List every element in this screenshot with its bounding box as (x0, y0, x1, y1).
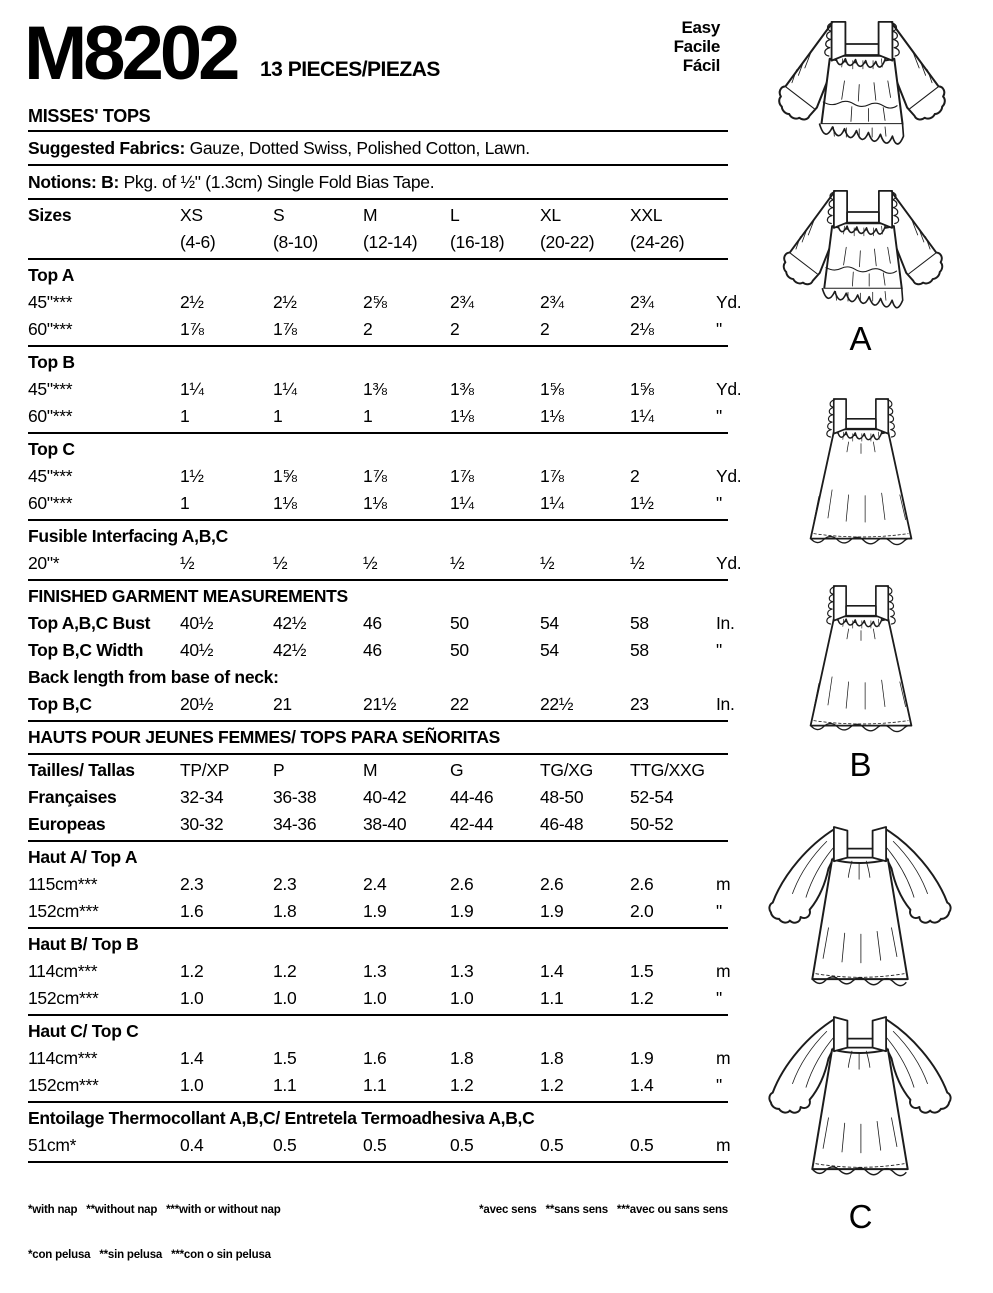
cell-value: 36-38 (273, 787, 317, 807)
difficulty-es: Fácil (682, 56, 720, 75)
row-label: 60"*** (28, 319, 73, 339)
section-title-row (28, 1105, 728, 1132)
view-b-front-illustration (766, 385, 956, 565)
cell-value: 1⅞ (540, 466, 564, 486)
pattern-number: M8202 (24, 11, 237, 96)
unit-label: Yd. (716, 466, 742, 486)
cell-value: 1.0 (180, 988, 204, 1008)
cell-value: 1.5 (630, 961, 654, 981)
cell-value: ½ (630, 553, 645, 573)
cell-value: 2.3 (273, 874, 297, 894)
cell-value: 23 (630, 694, 649, 714)
cell-value: 2.6 (540, 874, 564, 894)
cell-value: (20-22) (540, 232, 595, 252)
cell-value: 1 (363, 406, 373, 426)
row-label: 152cm*** (28, 901, 99, 921)
row-label: 114cm*** (28, 1048, 98, 1068)
row-label: 60"*** (28, 493, 73, 513)
footnote-line-1 (28, 1203, 728, 1218)
cell-value: 1⅛ (540, 406, 564, 426)
table-row (28, 376, 742, 403)
table-group (28, 581, 735, 722)
cell-value: 42½ (273, 640, 307, 660)
section-title-row (28, 523, 728, 550)
row-label: Top A,B,C Bust (28, 613, 151, 633)
row-subheading: Back length from base of neck: (28, 667, 279, 687)
table-row (28, 610, 735, 637)
table-group (28, 842, 731, 929)
table-row (28, 898, 728, 925)
cell-value: XXL (630, 205, 663, 225)
content-column (24, 0, 742, 1293)
cell-value: M (363, 760, 378, 780)
cell-value: 2.0 (630, 901, 654, 921)
table-row (28, 550, 742, 577)
cell-value: 50 (450, 613, 469, 633)
illustration-column (728, 0, 993, 1243)
table-row (28, 202, 728, 229)
cell-value: 1 (273, 406, 283, 426)
unit-label: In. (716, 694, 735, 714)
cell-value: 1.4 (630, 1075, 654, 1095)
table-row (28, 1072, 728, 1099)
cell-value: 20½ (180, 694, 214, 714)
cell-value: 1⅞ (273, 319, 297, 339)
unit-label: " (716, 901, 722, 921)
table-row (28, 784, 728, 811)
cell-value: (24-26) (630, 232, 685, 252)
cell-value: ½ (540, 553, 555, 573)
cell-value: 1.2 (450, 1075, 474, 1095)
table-row (28, 985, 728, 1012)
footnote-nap-en: *with nap **without nap ***with or without nap (28, 1204, 281, 1216)
view-a-back-illustration (760, 182, 966, 332)
table-row (28, 637, 728, 664)
view-c-back-line-art (748, 1008, 972, 1188)
table-group (28, 929, 731, 1016)
table-group (28, 347, 742, 434)
section-title-row (28, 436, 728, 463)
unit-label: In. (716, 613, 735, 633)
table-row (28, 958, 731, 985)
cell-value: 0.5 (630, 1135, 654, 1155)
cell-value: 1.8 (450, 1048, 474, 1068)
row-label: Tailles/ Tallas (28, 760, 135, 780)
view-a-back-line-art (760, 182, 966, 332)
cell-value: 1.2 (630, 988, 654, 1008)
table-row (28, 1045, 731, 1072)
section-title-row (28, 262, 728, 289)
cell-value: M (363, 205, 378, 225)
row-label: Françaises (28, 787, 117, 807)
section-title: Top A (28, 265, 75, 285)
unit-label: m (716, 874, 731, 894)
cell-value: 54 (540, 640, 559, 660)
cell-value: 1⅛ (363, 493, 387, 513)
section-title: Top B (28, 352, 75, 372)
cell-value: 1.2 (180, 961, 204, 981)
cell-value: 58 (630, 613, 649, 633)
view-c-back-illustration (748, 1008, 972, 1188)
cell-value: 2½ (273, 292, 297, 312)
cell-value: 32-34 (180, 787, 224, 807)
cell-value: 2 (450, 319, 460, 339)
cell-value: 46 (363, 640, 382, 660)
unit-label: Yd. (716, 379, 742, 399)
view-a-label: A (849, 320, 872, 357)
yardage-table (28, 200, 742, 1163)
footnotes (28, 1173, 728, 1293)
row-label: 20"* (28, 553, 60, 573)
cell-value: 1⅝ (540, 379, 564, 399)
section-title: FINISHED GARMENT MEASUREMENTS (28, 586, 348, 606)
suggested-fabrics-row (28, 132, 728, 166)
cell-value: 1.9 (363, 901, 387, 921)
cell-value: 42-44 (450, 814, 494, 834)
cell-value: 1.0 (273, 988, 297, 1008)
section-title-row (28, 724, 728, 751)
unit-label: " (716, 1075, 722, 1095)
cell-value: 21½ (363, 694, 397, 714)
cell-value: 1.4 (540, 961, 564, 981)
cell-value: 0.5 (450, 1135, 474, 1155)
cell-value: 1⅛ (273, 493, 297, 513)
cell-value: 1.2 (273, 961, 297, 981)
view-c-label: C (848, 1198, 873, 1235)
view-a-front-illustration (756, 12, 968, 170)
row-label: 45"*** (28, 292, 73, 312)
table-row (28, 871, 731, 898)
section-title: Top C (28, 439, 75, 459)
cell-value: ½ (273, 553, 288, 573)
cell-value: L (450, 205, 460, 225)
cell-value: 1.8 (540, 1048, 564, 1068)
cell-value: 1.0 (363, 988, 387, 1008)
cell-value: 50 (450, 640, 469, 660)
pieces-count: 13 PIECES/PIEZAS (260, 58, 440, 81)
cell-value: 1.0 (450, 988, 474, 1008)
cell-value: 1¼ (450, 493, 474, 513)
unit-label: Yd. (716, 553, 742, 573)
cell-value: 1.1 (540, 988, 564, 1008)
cell-value: 1⅞ (180, 319, 204, 339)
table-row (28, 1132, 731, 1159)
cell-value: 1⅝ (273, 466, 297, 486)
cell-value: 2⅝ (363, 292, 387, 312)
row-label: 152cm*** (28, 988, 99, 1008)
cell-value: 0.4 (180, 1135, 204, 1155)
difficulty-en: Easy (681, 18, 720, 37)
cell-value: 48-50 (540, 787, 584, 807)
table-group (28, 755, 728, 842)
table-row (28, 757, 728, 784)
cell-value: 1⅞ (363, 466, 387, 486)
unit-label: m (716, 1135, 731, 1155)
table-row (28, 691, 735, 718)
table-row (28, 811, 728, 838)
difficulty-fr: Facile (673, 37, 720, 56)
row-label: 115cm*** (28, 874, 98, 894)
footnote-line-2 (28, 1248, 728, 1263)
section-title: Haut C/ Top C (28, 1021, 139, 1041)
row-label: 152cm*** (28, 1075, 99, 1095)
cell-value: 30-32 (180, 814, 224, 834)
view-b-back-illustration (766, 578, 956, 746)
cell-value: 1⅜ (450, 379, 474, 399)
section-title: Fusible Interfacing A,B,C (28, 526, 228, 546)
cell-value: 2 (540, 319, 550, 339)
row-label: 45"*** (28, 379, 73, 399)
section-title-row (28, 583, 728, 610)
cell-value: 1½ (630, 493, 654, 513)
table-row (28, 229, 728, 256)
table-group (28, 722, 728, 755)
cell-value: 2½ (180, 292, 204, 312)
section-title-row (28, 931, 728, 958)
cell-value: 50-52 (630, 814, 674, 834)
cell-value: 44-46 (450, 787, 494, 807)
cell-value: 54 (540, 613, 559, 633)
cell-value: 2.3 (180, 874, 204, 894)
cell-value: TG/XG (540, 760, 593, 780)
cell-value: 2.6 (630, 874, 654, 894)
row-label: 60"*** (28, 406, 73, 426)
cell-value: 2¾ (450, 292, 474, 312)
table-row (28, 490, 728, 517)
cell-value: 1.8 (273, 901, 297, 921)
view-b-front-line-art (766, 385, 956, 565)
cell-value: 46-48 (540, 814, 584, 834)
section-title-row (28, 349, 728, 376)
cell-value: 40½ (180, 640, 214, 660)
cell-value: 58 (630, 640, 649, 660)
cell-value: TTG/XXG (630, 760, 705, 780)
cell-value: 1 (180, 493, 190, 513)
cell-value: 1.9 (450, 901, 474, 921)
cell-value: 1⅛ (450, 406, 474, 426)
difficulty-rating (674, 18, 720, 75)
garment-category: MISSES' TOPS (28, 104, 728, 132)
cell-value: 1.0 (180, 1075, 204, 1095)
table-group (28, 434, 742, 521)
cell-value: 40½ (180, 613, 214, 633)
view-c-front-illustration (748, 818, 972, 998)
cell-value: 38-40 (363, 814, 407, 834)
table-group (28, 1103, 731, 1163)
cell-value: (16-18) (450, 232, 505, 252)
cell-value: P (273, 760, 285, 780)
unit-label: " (716, 319, 722, 339)
cell-value: 21 (273, 694, 292, 714)
cell-value: 40-42 (363, 787, 407, 807)
cell-value: ½ (363, 553, 378, 573)
cell-value: 0.5 (363, 1135, 387, 1155)
cell-value: ½ (450, 553, 465, 573)
unit-label: " (716, 640, 722, 660)
notions-row (28, 166, 728, 200)
view-b-back-line-art (766, 578, 956, 746)
cell-value: 1¼ (540, 493, 564, 513)
notions-label: Notions: B: (28, 172, 119, 192)
unit-label: " (716, 406, 722, 426)
view-c-front-line-art (748, 818, 972, 998)
cell-value: 1⅝ (630, 379, 654, 399)
cell-value: XS (180, 205, 203, 225)
table-group (28, 200, 728, 260)
table-row (28, 403, 728, 430)
table-group (28, 260, 742, 347)
cell-value: 1 (180, 406, 190, 426)
section-title: Haut B/ Top B (28, 934, 139, 954)
cell-value: 1⅞ (450, 466, 474, 486)
row-label: 45"*** (28, 466, 73, 486)
table-row (28, 316, 728, 343)
section-title-row (28, 1018, 728, 1045)
footnote-nap-es: *con pelusa **sin pelusa ***con o sin pelusa (28, 1249, 271, 1261)
suggested-fabrics-text: Gauze, Dotted Swiss, Polished Cotton, Lawn. (189, 138, 530, 158)
cell-value: (12-14) (363, 232, 418, 252)
cell-value: 34-36 (273, 814, 317, 834)
cell-value: ½ (180, 553, 195, 573)
section-title: Entoilage Thermocollant A,B,C/ Entretela Termoadhesiva A,B,C (28, 1108, 535, 1128)
cell-value: 0.5 (273, 1135, 297, 1155)
cell-value: 1¼ (180, 379, 204, 399)
notions-text: Pkg. of ½" (1.3cm) Single Fold Bias Tape. (123, 172, 435, 192)
unit-label: " (716, 493, 722, 513)
cell-value: S (273, 205, 285, 225)
cell-value: 1.6 (180, 901, 204, 921)
cell-value: 1.1 (273, 1075, 297, 1095)
cell-value: 52-54 (630, 787, 674, 807)
cell-value: 1.9 (630, 1048, 654, 1068)
cell-value: XL (540, 205, 561, 225)
cell-value: 2.6 (450, 874, 474, 894)
row-label: 51cm* (28, 1135, 77, 1155)
unit-label: Yd. (716, 292, 742, 312)
cell-value: 2¾ (540, 292, 564, 312)
cell-value: 1.1 (363, 1075, 387, 1095)
footnote-nap-fr: *avec sens **sans sens ***avec ou sans sens (479, 1204, 728, 1216)
row-label: Sizes (28, 205, 72, 225)
cell-value: 22½ (540, 694, 574, 714)
table-row (28, 664, 728, 691)
cell-value: 1¼ (273, 379, 297, 399)
section-title: HAUTS POUR JEUNES FEMMES/ TOPS PARA SEÑORITAS (28, 727, 501, 747)
cell-value: (8-10) (273, 232, 318, 252)
suggested-fabrics-label: Suggested Fabrics: (28, 138, 185, 158)
cell-value: 1⅜ (363, 379, 387, 399)
section-title: Haut A/ Top A (28, 847, 138, 867)
cell-value: 1½ (180, 466, 204, 486)
row-label: 114cm*** (28, 961, 98, 981)
unit-label: " (716, 988, 722, 1008)
cell-value: 2 (630, 466, 640, 486)
cell-value: 1.5 (273, 1048, 297, 1068)
table-row (28, 289, 742, 316)
cell-value: 2 (363, 319, 373, 339)
row-label: Top B,C Width (28, 640, 144, 660)
cell-value: 1.3 (450, 961, 474, 981)
cell-value: 1.3 (363, 961, 387, 981)
cell-value: 2.4 (363, 874, 387, 894)
cell-value: 1.6 (363, 1048, 387, 1068)
view-a-front-line-art (756, 12, 968, 170)
section-title-row (28, 844, 728, 871)
cell-value: 2¾ (630, 292, 654, 312)
cell-value: G (450, 760, 464, 780)
cell-value: (4-6) (180, 232, 216, 252)
table-group (28, 1016, 731, 1103)
header (24, 0, 728, 104)
cell-value: 1.2 (540, 1075, 564, 1095)
row-label: Europeas (28, 814, 106, 834)
unit-label: m (716, 1048, 731, 1068)
cell-value: 1.4 (180, 1048, 204, 1068)
table-group (28, 521, 742, 581)
cell-value: 46 (363, 613, 382, 633)
view-b-label: B (849, 746, 872, 783)
cell-value: 22 (450, 694, 469, 714)
cell-value: TP/XP (180, 760, 230, 780)
cell-value: 1¼ (630, 406, 654, 426)
cell-value: 1.9 (540, 901, 564, 921)
cell-value: 0.5 (540, 1135, 564, 1155)
row-label: Top B,C (28, 694, 92, 714)
table-row (28, 463, 742, 490)
unit-label: m (716, 961, 731, 981)
cell-value: 42½ (273, 613, 307, 633)
cell-value: 2⅛ (630, 319, 654, 339)
